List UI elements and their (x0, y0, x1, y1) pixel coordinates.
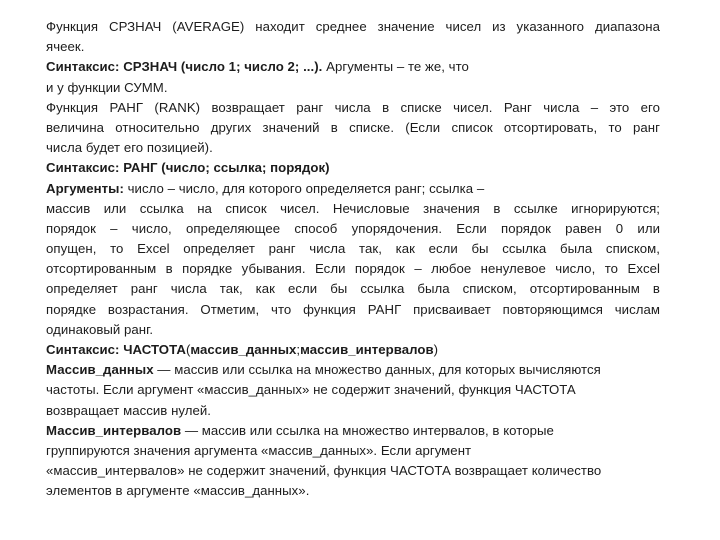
document-body (46, 17, 660, 502)
term-label: Массив_интервалов (46, 422, 182, 438)
text-line: величина относительно других значений в списке. (Если список отсортировать, то ранг (46, 119, 660, 135)
text-fragment: — массив или ссылка на множество данных, для которых вычисляются (153, 362, 601, 378)
text-fragment: ; (296, 342, 301, 357)
text-line: и у функции СУММ. (46, 79, 168, 95)
text-fragment: Аргументы – те же, что (322, 59, 469, 75)
syntax-line-rank: Синтаксис: РАНГ (число; ссылка; порядок) (46, 160, 330, 176)
text-line: определяет ранг числа так, как если бы ссылка была списком, отсортированным в (46, 281, 660, 297)
argument-name: массив_данных (190, 342, 297, 357)
text-line: отсортированным в порядке убывания. Если порядок – любое ненулевое число, то Excel (46, 261, 660, 277)
text-line: группируются значения аргумента «массив_данных». Если аргумент (46, 442, 472, 458)
syntax-label: Синтаксис: СРЗНАЧ (число 1; число 2; ...). (46, 59, 323, 75)
text-fragment: ( (185, 342, 191, 357)
text-line: массив или ссылка на список чисел. Нечисловые значения в ссылке игнорируются; (46, 200, 660, 216)
syntax-line-frequency (46, 340, 660, 360)
syntax-line-average (46, 57, 660, 77)
text-line: Функция РАНГ (RANK) возвращает ранг числа в списке чисел. Ранг числа – это его (46, 99, 660, 115)
text-line: порядок – число, определяющее способ упорядочения. Если порядок равен 0 или (46, 220, 660, 236)
text-line: ячеек. (46, 39, 85, 55)
text-line: одинаковый ранг. (46, 321, 154, 337)
argument-name: массив_интервалов (300, 342, 434, 357)
text-line: элементов в аргументе «массив_данных». (46, 483, 310, 499)
arguments-label: Аргументы: (46, 180, 124, 196)
definition-line (46, 421, 660, 441)
text-line: возвращает массив нулей. (46, 402, 212, 418)
text-line: числа будет его позицией). (46, 140, 213, 156)
arguments-line (46, 179, 660, 199)
syntax-label: Синтаксис: ЧАСТОТА (46, 342, 186, 357)
definition-line (46, 360, 660, 380)
text-line: Функция СРЗНАЧ (AVERAGE) находит среднее значение чисел из указанного диапазона (46, 19, 660, 34)
text-fragment: число – число, для которого определяется ранг; ссылка – (123, 180, 485, 196)
text-line: частоты. Если аргумент «массив_данных» не содержит значений, функция ЧАСТОТА (46, 382, 576, 398)
text-line: опущен, то Excel определяет ранг числа так, как если бы ссылка была списком, (46, 241, 660, 257)
text-line: «массив_интервалов» не содержит значений, функция ЧАСТОТА возвращает количество (46, 463, 602, 479)
term-label: Массив_данных (46, 362, 154, 378)
text-line: порядке возрастания. Отметим, что функция РАНГ присваивает повторяющимся числам (46, 301, 660, 317)
text-fragment: ) (433, 342, 439, 357)
text-fragment: — массив или ссылка на множество интервалов, в которые (181, 422, 554, 438)
